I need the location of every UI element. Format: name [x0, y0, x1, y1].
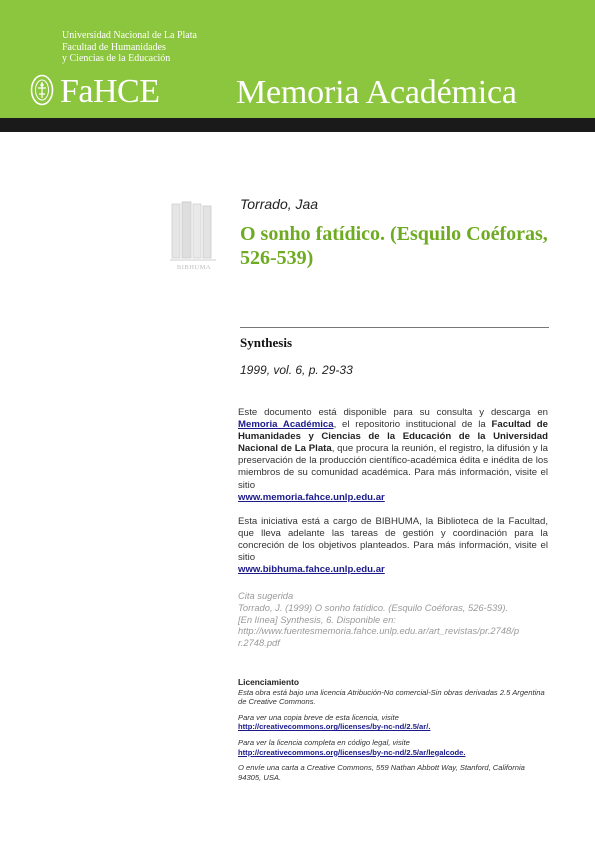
bibhuma-paragraph: [238, 516, 548, 576]
citation-line-3: http://www.fuentesmemoria.fahce.unlp.edu.ar/art_revistas/pr.2748/p: [238, 625, 520, 637]
suggested-citation: [238, 590, 550, 649]
institution-line-2: Facultad de Humanidades: [62, 42, 166, 53]
license-text-3: Para ver la licencia completa en código legal, visite: [238, 737, 410, 747]
license-text-2: Para ver una copia breve de esta licencia, visite: [238, 712, 399, 722]
citation-line-4: r.2748.pdf: [238, 637, 280, 649]
license-heading: Licenciamiento: [238, 677, 299, 687]
header-banner: [0, 0, 595, 118]
memoria-academica-link[interactable]: Memoria Académica: [238, 419, 334, 431]
institution-line-3: y Ciencias de la Educación: [62, 53, 171, 64]
journal-name: Synthesis: [240, 335, 293, 350]
repository-title: Memoria Académica: [236, 74, 517, 111]
license-legalcode-link[interactable]: http://creativecommons.org/licenses/by-nc-nd/2.5/ar/legalcode.: [238, 747, 466, 757]
citation-line-1: Torrado, J. (1999) O sonho fatídico. (Esquilo Coéforas, 526-539).: [238, 601, 509, 613]
university-seal-icon: [30, 74, 54, 106]
memoria-url-link[interactable]: www.memoria.fahce.unlp.edu.ar: [238, 491, 385, 503]
availability-text-a: Este documento está disponible para su consulta y descarga en: [238, 407, 548, 418]
section-divider: [240, 327, 549, 328]
license-section: [238, 678, 550, 782]
license-text-1: Esta obra está bajo una licencia Atribución-No comercial-Sin obras derivadas 2.5 Argentina de Creative Commons.: [238, 687, 545, 707]
availability-text-c: , que procura la reunión, el registro, la difusión y la preservación de la producción científico-académica édita e inédita de los miembros de su comunidad académica. Para más información, visite el sitio: [238, 443, 548, 491]
availability-text-b: , el repositorio institucional de la: [333, 419, 486, 431]
faculty-name: Facultad de Humanidades y Ciencias de la Educación de la Universidad Nacional de La Plata: [238, 419, 548, 455]
citation-heading: Cita sugerida: [238, 590, 294, 601]
availability-paragraph: [238, 407, 548, 504]
institution-line-1: Universidad Nacional de La Plata: [62, 30, 197, 41]
document-title: O sonho fatídico. (Esquilo Coéforas, 526-539): [240, 223, 548, 269]
license-short-link[interactable]: http://creativecommons.org/licenses/by-nc-nd/2.5/ar/.: [238, 722, 431, 732]
bibhuma-books-icon: [168, 200, 220, 272]
citation-line-2: [En línea] Synthesis, 6. Disponible en:: [238, 613, 396, 625]
license-text-4: O envíe una carta a Creative Commons, 559 Nathan Abbott Way, Stanford, California 94305, USA.: [238, 763, 525, 782]
document-author: Torrado, Jaa: [240, 196, 319, 212]
header-divider: [0, 118, 595, 132]
bibhuma-text: Esta iniciativa está a cargo de BIBHUMA, la Biblioteca de la Facultad, que lleva adelante las tareas de gestión y coordinación para la concreción de los objetivos planteados. Para más información, visite el sitio: [238, 516, 548, 564]
bibhuma-url-link[interactable]: www.bibhuma.fahce.unlp.edu.ar: [238, 564, 385, 576]
bibhuma-caption: BIBHUMA: [176, 264, 212, 271]
publication-citation: 1999, vol. 6, p. 29-33: [240, 363, 353, 377]
brand-logo-text: FaHCE: [60, 73, 160, 110]
